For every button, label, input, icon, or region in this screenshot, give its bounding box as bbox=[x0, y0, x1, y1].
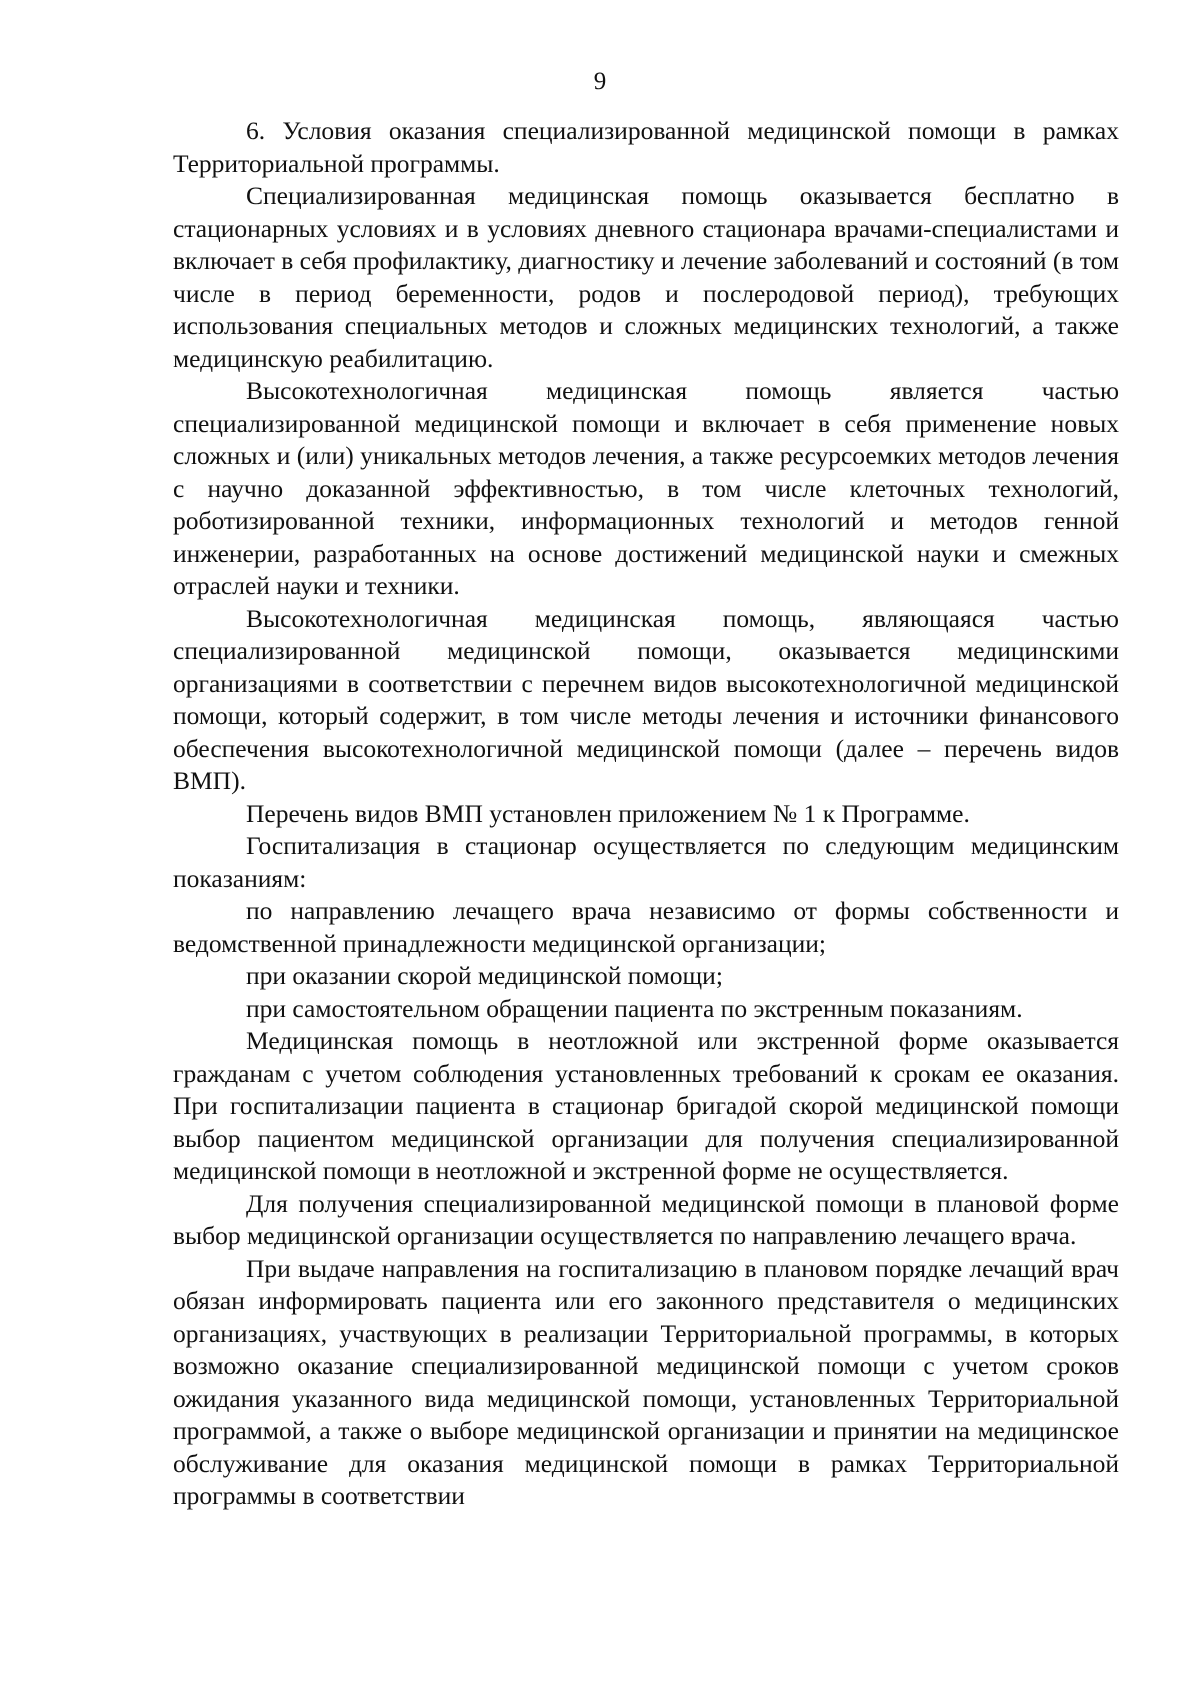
list-item-ambulance: при оказании скорой медицинской помощи; bbox=[246, 961, 723, 990]
paragraph-high-tech-care-definition: Высокотехнологичная медицинская помощь является частью специализированной медицинской помощи и включает в себя применение новых сложных и (или) уникальных методов лечения, а также ресурсоемких методов лечения с научно доказанной эффективностью, в том числе клеточных технологий, роботизированной техники, информационных технологий и методов генной инженерии, разработанных на основе достижений медицинской науки и смежных отраслей науки и техники. bbox=[173, 376, 1119, 600]
list-item-self-referral: при самостоятельном обращении пациента по экстренным показаниям. bbox=[246, 993, 1023, 1023]
paragraph-emergency-care: Медицинская помощь в неотложной или экстренной форме оказывается гражданам с учетом соблюдения установленных требований к срокам ее оказания. При госпитализации пациента в стационар бригадой скорой медицинской помощи выбор пациентом медицинской организации для получения специализированной медицинской помощи в неотложной и экстренной форме не осуществляется. bbox=[173, 1026, 1119, 1185]
paragraph-specialized-care: Специализированная медицинская помощь оказывается бесплатно в стационарных условиях и в условиях дневного стационара врачами-специалистами и включает в себя профилактику, диагностику и лечение заболеваний и состояний (в том числе в период беременности, родов и послеродовой период), требующих использования специальных методов и сложных медицинских технологий, а также медицинскую реабилитацию. bbox=[173, 181, 1119, 373]
section-heading-paragraph: 6. Условия оказания специализированной медицинской помощи в рамках Территориальной программы. bbox=[173, 116, 1119, 178]
page-number: 9 bbox=[593, 68, 607, 95]
document-body bbox=[173, 115, 1119, 1513]
list-item-doctor-referral: по направлению лечащего врача независимо от формы собственности и ведомственной принадлежности медицинской организации; bbox=[173, 896, 1119, 958]
paragraph-vmp-list: Перечень видов ВМП установлен приложением № 1 к Программе. bbox=[246, 798, 970, 828]
paragraph-hospitalization-indications: Госпитализация в стационар осуществляется по следующим медицинским показаниям: bbox=[173, 831, 1119, 893]
paragraph-high-tech-care-organizations: Высокотехнологичная медицинская помощь, являющаяся частью специализированной медицинской помощи, оказывается медицинскими организациями в соответствии с перечнем видов высокотехнологичной медицинской помощи, который содержит, в том числе методы лечения и источники финансового обеспечения высокотехнологичной медицинской помощи (далее – перечень видов ВМП). bbox=[173, 603, 1119, 795]
paragraph-planned-care: Для получения специализированной медицинской помощи в плановой форме выбор медицинской организации осуществляется по направлению лечащего врача. bbox=[173, 1188, 1119, 1250]
paragraph-referral-information: При выдаче направления на госпитализацию в плановом порядке лечащий врач обязан информировать пациента или его законного представителя о медицинских организациях, участвующих в реализации Территориальной программы, в которых возможно оказание специализированной медицинской помощи с учетом сроков ожидания указанного вида медицинской помощи, установленных Территориальной программой, а также о выборе медицинской организации и принятии на медицинское обслуживание для оказания медицинской помощи в рамках Территориальной программы в соответствии bbox=[173, 1253, 1119, 1510]
